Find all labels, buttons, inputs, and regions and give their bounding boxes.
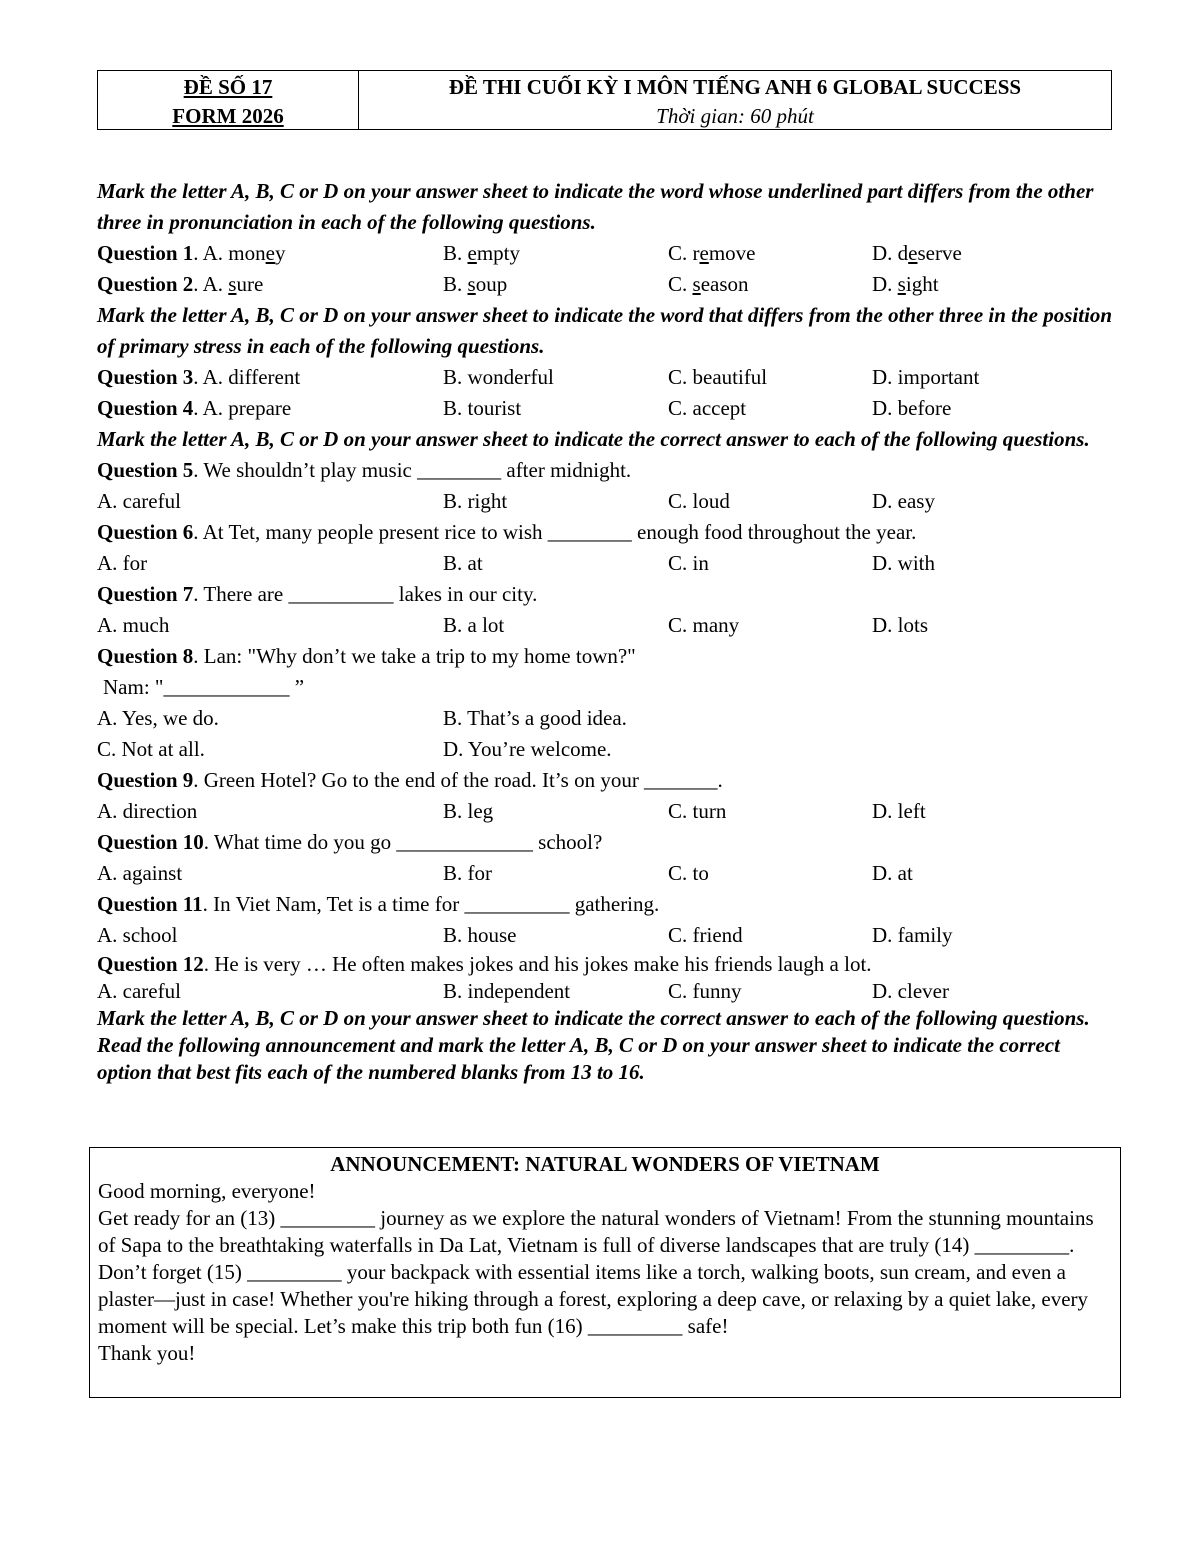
- q12-option-b: B. independent: [443, 979, 571, 1003]
- q11-option-d: D. family: [872, 923, 953, 947]
- q3-option-a: Question 3. A. different: [97, 365, 301, 389]
- q9-options: [97, 796, 1117, 827]
- questions-content: [97, 176, 1117, 1086]
- announcement-body: Get ready for an (13) _________ journey as we explore the natural wonders of Vietnam! From the stunning mountains of Sapa to the breathtaking waterfalls in Da Lat, Vietnam is full of diverse landscapes that are truly (14) _________. Don’t forget (15) _________ your backpack with essential items like a torch, walking boots, sun cream, and even a plaster—just in case! Whether you're hiking through a forest, exploring a deep cave, or relaxing by a quiet lake, every moment will be special. Let’s make this trip both fun (16) _________ safe!: [98, 1206, 1094, 1338]
- instruction-reading: Read the following announcement and mark the letter A, B, C or D on your answer sheet to indicate the correct option that best fits each of the numbered blanks from 13 to 16.: [97, 1033, 1060, 1084]
- q1-option-c: C. remove: [668, 241, 756, 265]
- q10-option-c: C. to: [668, 861, 709, 885]
- q8-options-ab: [97, 703, 1117, 734]
- q9-text: . Green Hotel? Go to the end of the road. It’s on your _______.: [193, 768, 723, 792]
- exam-form: FORM 2026: [172, 104, 284, 128]
- q6-option-a: A. for: [97, 551, 148, 575]
- q12-text: . He is very … He often makes jokes and his jokes make his friends laugh a lot.: [203, 952, 872, 976]
- q3-option-b: B. wonderful: [443, 365, 554, 389]
- exam-title-cell: [359, 71, 1111, 129]
- q8-options-cd: [97, 734, 1117, 765]
- q10-label: Question 10: [97, 830, 204, 854]
- instruction-correct-answer: Mark the letter A, B, C or D on your answer sheet to indicate the correct answer to each of the following questions.: [97, 427, 1090, 451]
- question-6: [97, 517, 1117, 548]
- q11-label: Question 11: [97, 892, 203, 916]
- q9-option-a: A. direction: [97, 799, 198, 823]
- q2-option-b: B. soup: [443, 272, 508, 296]
- q8-option-b: B. That’s a good idea.: [443, 706, 627, 730]
- q7-label: Question 7: [97, 582, 194, 606]
- q5-label: Question 5: [97, 458, 194, 482]
- q8-text: . Lan: "Why don’t we take a trip to my home town?": [193, 644, 636, 668]
- q8-option-a: A. Yes, we do.: [97, 706, 219, 730]
- q9-option-d: D. left: [872, 799, 926, 823]
- q6-label: Question 6: [97, 520, 194, 544]
- q10-options: [97, 858, 1117, 889]
- q10-option-b: B. for: [443, 861, 492, 885]
- q7-text: . There are __________ lakes in our city.: [193, 582, 538, 606]
- q3-option-d: D. important: [872, 365, 980, 389]
- q10-option-a: A. against: [97, 861, 183, 885]
- q11-options: [97, 920, 1117, 951]
- q11-option-a: A. school: [97, 923, 178, 947]
- q5-option-a: A. careful: [97, 489, 181, 513]
- q1-option-b: B. empty: [443, 241, 521, 265]
- exam-code-cell: [98, 71, 359, 129]
- q7-options: [97, 610, 1117, 641]
- question-10: [97, 827, 1117, 858]
- instruction-stress: Mark the letter A, B, C or D on your answer sheet to indicate the word that differs from the other three in the position of primary stress in each of the following questions.: [97, 303, 1113, 358]
- q4-option-c: C. accept: [668, 396, 747, 420]
- question-7: [97, 579, 1117, 610]
- q12-options: [97, 978, 1117, 1005]
- announcement-closing: Thank you!: [98, 1341, 196, 1365]
- q7-option-a: A. much: [97, 613, 170, 637]
- exam-header: [97, 70, 1112, 130]
- q5-option-b: B. right: [443, 489, 508, 513]
- q2-option-d: D. sight: [872, 272, 939, 296]
- q6-text: . At Tet, many people present rice to wish ________ enough food throughout the year.: [193, 520, 917, 544]
- q9-option-c: C. turn: [668, 799, 727, 823]
- question-4: [97, 393, 1117, 424]
- announcement-greeting: Good morning, everyone!: [98, 1179, 316, 1203]
- q12-label: Question 12: [97, 952, 204, 976]
- exam-title: ĐỀ THI CUỐI KỲ I MÔN TIẾNG ANH 6 GLOBAL SUCCESS: [448, 75, 1022, 99]
- q4-option-b: B. tourist: [443, 396, 522, 420]
- q1-option-a: Question 1. A. money: [97, 241, 286, 265]
- q12-option-d: D. clever: [872, 979, 949, 1003]
- question-11: [97, 889, 1117, 920]
- q3-label: Question 3: [97, 365, 194, 389]
- q6-option-d: D. with: [872, 551, 935, 575]
- question-12: [97, 951, 1117, 978]
- q9-option-b: B. leg: [443, 799, 494, 823]
- q4-label: Question 4: [97, 396, 194, 420]
- q11-text: . In Viet Nam, Tet is a time for __________ gathering.: [202, 892, 660, 916]
- q11-option-b: B. house: [443, 923, 517, 947]
- q5-options: [97, 486, 1117, 517]
- q8-option-d: D. You’re welcome.: [443, 737, 612, 761]
- question-9: [97, 765, 1117, 796]
- q2-label: Question 2: [97, 272, 194, 296]
- q6-option-b: B. at: [443, 551, 483, 575]
- q2-option-a: Question 2. A. sure: [97, 272, 264, 296]
- q8-label: Question 8: [97, 644, 194, 668]
- q2-option-c: C. season: [668, 272, 749, 296]
- question-1: [97, 238, 1117, 269]
- q1-label: Question 1: [97, 241, 194, 265]
- q11-option-c: C. friend: [668, 923, 743, 947]
- q9-label: Question 9: [97, 768, 194, 792]
- q10-option-d: D. at: [872, 861, 913, 885]
- q6-option-c: C. in: [668, 551, 709, 575]
- q7-option-c: C. many: [668, 613, 740, 637]
- question-8: [97, 641, 1117, 672]
- q8-reply: Nam: "____________ ”: [103, 675, 305, 699]
- q5-option-c: C. loud: [668, 489, 730, 513]
- q3-option-c: C. beautiful: [668, 365, 768, 389]
- q7-option-b: B. a lot: [443, 613, 505, 637]
- announcement-title: ANNOUNCEMENT: NATURAL WONDERS OF VIETNAM: [330, 1152, 880, 1176]
- q12-option-c: C. funny: [668, 979, 742, 1003]
- question-2: [97, 269, 1117, 300]
- announcement-box: [89, 1147, 1121, 1398]
- exam-code: ĐỀ SỐ 17: [183, 75, 273, 99]
- q10-text: . What time do you go _____________ school?: [203, 830, 603, 854]
- instruction-correct-answer-2: Mark the letter A, B, C or D on your answer sheet to indicate the correct answer to each of the following questions.: [97, 1006, 1090, 1030]
- exam-time: Thời gian: 60 phút: [656, 104, 814, 128]
- q6-options: [97, 548, 1117, 579]
- q1-option-d: D. deserve: [872, 241, 962, 265]
- q12-option-a: A. careful: [97, 979, 181, 1003]
- instruction-pronunciation: Mark the letter A, B, C or D on your answer sheet to indicate the word whose underlined part differs from the other three in pronunciation in each of the following questions.: [97, 179, 1094, 234]
- question-5: [97, 455, 1117, 486]
- question-3: [97, 362, 1117, 393]
- q5-option-d: D. easy: [872, 489, 935, 513]
- q8-option-c: C. Not at all.: [97, 737, 205, 761]
- q7-option-d: D. lots: [872, 613, 929, 637]
- q4-option-d: D. before: [872, 396, 952, 420]
- q4-option-a: Question 4. A. prepare: [97, 396, 292, 420]
- q5-text: . We shouldn’t play music ________ after midnight.: [193, 458, 632, 482]
